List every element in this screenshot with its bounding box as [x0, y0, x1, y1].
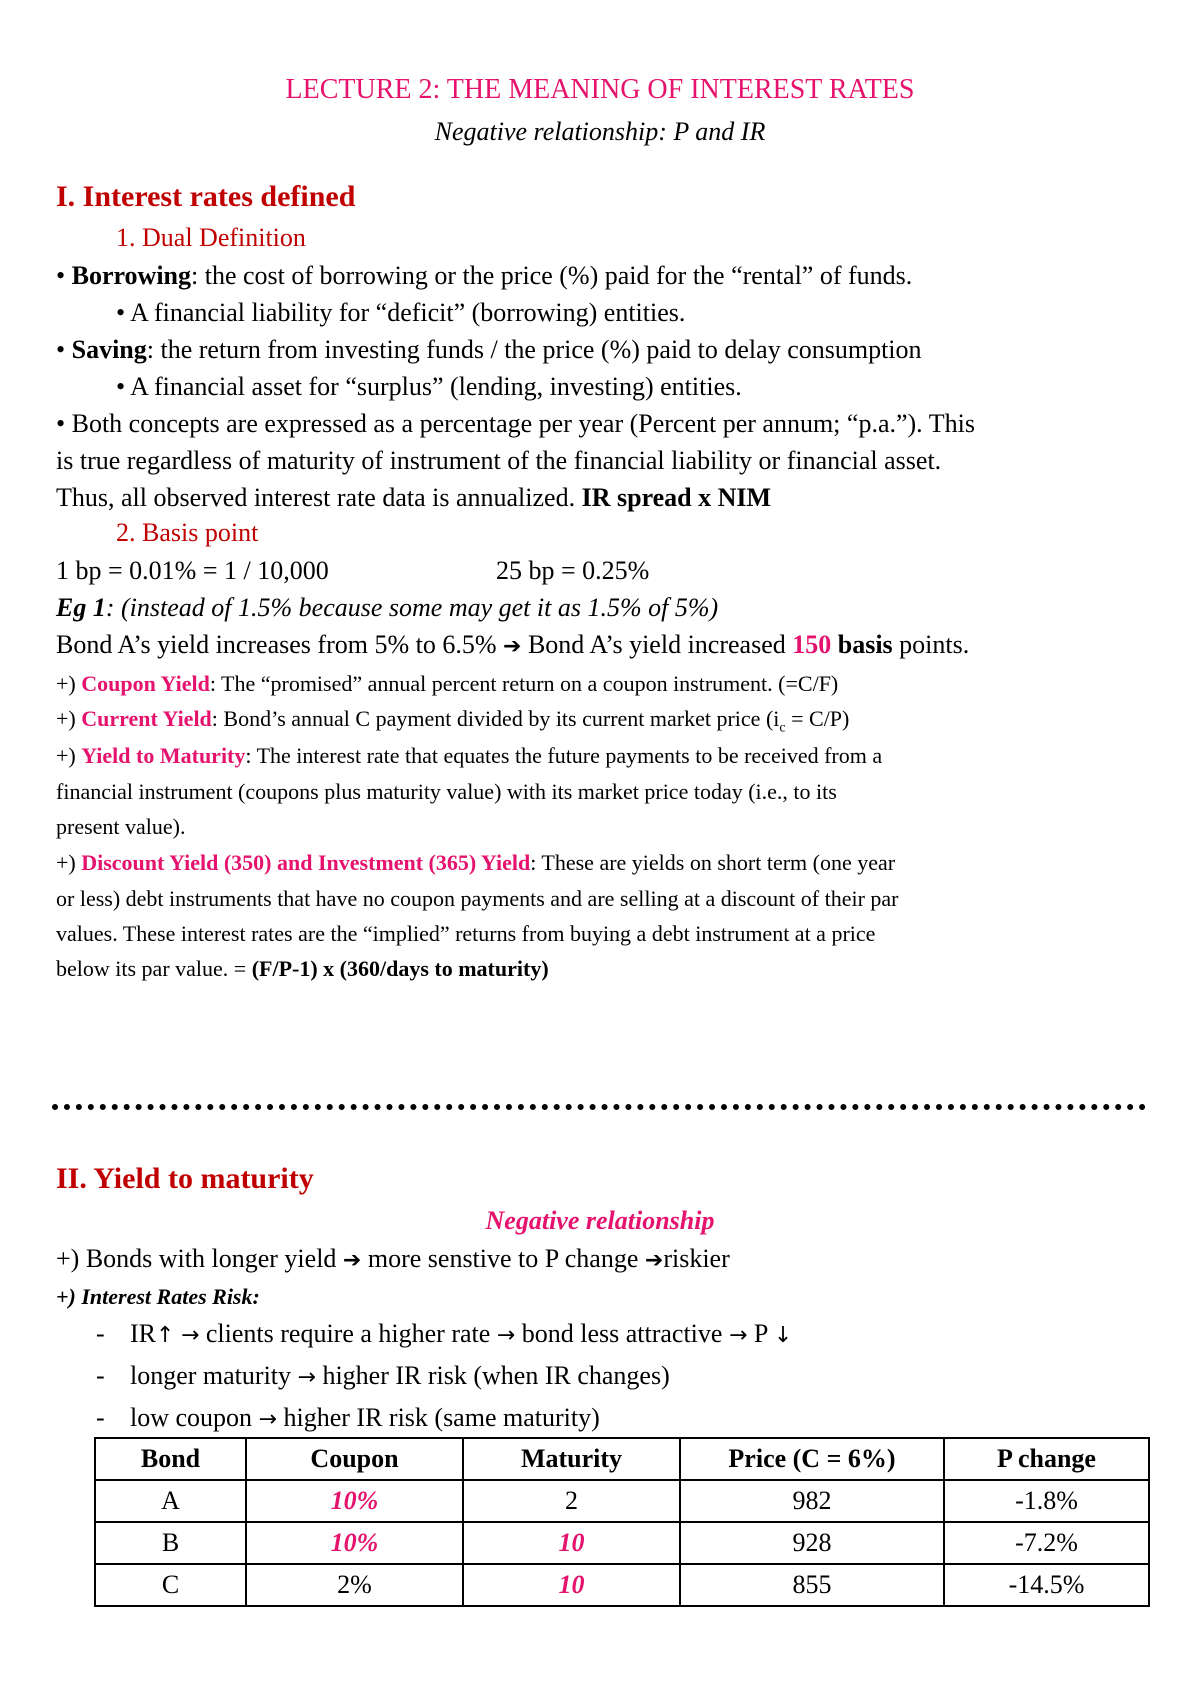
cell: 10% — [246, 1480, 463, 1522]
up-arrow-icon: ↑ — [156, 1323, 175, 1348]
cell: -14.5% — [944, 1564, 1149, 1606]
cell: 10 — [463, 1522, 680, 1564]
subheading-dual-definition: 1. Dual Definition — [116, 223, 306, 252]
current-yield-line: +) Current Yield: Bond’s annual C payment divided by its current market price $(i_c = C/P)$ — [56, 706, 850, 736]
cell: 2 — [463, 1480, 680, 1522]
section2-heading: II. Yield to maturity — [56, 1162, 314, 1195]
saving-text: : the return from investing funds / the price (%) paid to delay consumption — [146, 335, 922, 364]
section1-heading: I. Interest rates defined — [56, 180, 356, 213]
cell: 10 — [463, 1564, 680, 1606]
discount-yield-line1: +) Discount Yield (350) and Investment (365) Yield: These are yields on short term (one year — [56, 850, 896, 875]
example-line — [56, 592, 718, 624]
right-arrow-icon: ➔ — [503, 634, 522, 659]
both-concepts-line2: is true regardless of maturity of instrument of the financial liability or financial asset. — [56, 446, 942, 475]
cell: -7.2% — [944, 1522, 1149, 1564]
borrowing-text: : the cost of borrowing or the price (%) paid for the “rental” of funds. — [191, 261, 913, 290]
col-p-change: P change — [944, 1438, 1149, 1480]
ytm-line2: financial instrument (coupons plus maturity value) with its market price today (i.e., to its — [56, 779, 837, 804]
cell: 982 — [680, 1480, 944, 1522]
col-bond: Bond — [95, 1438, 246, 1480]
risk-bullet-1: IR↑ → clients require a higher rate → bond less attractive → P ↓ — [130, 1319, 793, 1348]
both-concepts-line3: Thus, all observed interest rate data is annualized. IR spread x NIM — [56, 483, 772, 512]
table-row — [95, 1480, 1149, 1522]
bond-table — [94, 1437, 1150, 1607]
cell: A — [95, 1480, 246, 1522]
coupon-yield-term: Coupon Yield — [81, 671, 210, 696]
cell: B — [95, 1522, 246, 1564]
table-row — [95, 1564, 1149, 1606]
lecture-title: LECTURE 2: THE MEANING OF INTEREST RATES — [285, 74, 915, 105]
right-arrow-icon: ➔ — [644, 1248, 664, 1273]
risk-bullet-3: low coupon → higher IR risk (same maturity) — [130, 1403, 600, 1432]
lecture-subtitle: Negative relationship: P and IR — [434, 117, 766, 146]
col-price: Price (C = 6%) — [680, 1438, 944, 1480]
bp-example: 25 bp = 0.25% — [496, 556, 650, 585]
both-concepts-line1: • Both concepts are expressed as a percentage per year (Percent per annum; “p.a.”). This — [56, 409, 975, 438]
cell: 928 — [680, 1522, 944, 1564]
bullet-dash: - — [96, 1319, 105, 1348]
bullet-dash: - — [96, 1361, 105, 1390]
discount-yield-line4: below its par value. = (F/P-1) x (360/days to maturity) — [56, 956, 549, 981]
bonds-line: +) Bonds with longer yield ➔ more senstive to P change ➔riskier — [56, 1244, 730, 1273]
col-coupon: Coupon — [246, 1438, 463, 1480]
negative-relationship-label: Negative relationship — [485, 1206, 715, 1235]
bond-a-line: Bond A’s yield increases from 5% to 6.5% ➔ Bond A’s yield increased 150 basis points. — [56, 630, 970, 659]
table-header-row — [95, 1438, 1149, 1480]
down-arrow-icon: ↓ — [773, 1323, 793, 1348]
current-yield-term: Current Yield — [81, 706, 212, 731]
discount-yield-line3: values. These interest rates are the “implied” returns from buying a debt instrument at a price — [56, 921, 876, 946]
borrowing-line: • Borrowing: the cost of borrowing or the price (%) paid for the “rental” of funds. — [56, 261, 913, 290]
discount-yield-term: Discount Yield (350) and Investment (365) Yield — [81, 850, 531, 875]
interest-rate-risk-heading: +) Interest Rates Risk: — [56, 1284, 260, 1309]
cell: 2% — [246, 1564, 463, 1606]
col-maturity: Maturity — [463, 1438, 680, 1480]
right-arrow-icon: → — [728, 1323, 748, 1348]
right-arrow-icon: → — [258, 1407, 277, 1432]
coupon-yield-line: +) Coupon Yield: The “promised” annual percent return on a coupon instrument. (=C/F) — [56, 671, 839, 696]
bullet-dash: - — [96, 1403, 105, 1432]
ir-spread-nim: IR spread x NIM — [581, 483, 772, 512]
ytm-term: Yield to Maturity — [81, 743, 246, 768]
saving-term: Saving — [71, 335, 147, 364]
section-divider — [52, 1104, 1146, 1110]
risk-bullet-2: longer maturity → higher IR risk (when IR changes) — [130, 1361, 670, 1390]
borrowing-sub: • A financial liability for “deficit” (borrowing) entities. — [116, 298, 686, 327]
saving-sub: • A financial asset for “surplus” (lending, investing) entities. — [116, 372, 742, 401]
right-arrow-icon: → — [180, 1323, 200, 1348]
right-arrow-icon: ➔ — [342, 1248, 362, 1273]
right-arrow-icon: → — [496, 1323, 516, 1348]
example-text: : (instead of 1.5% because some may get it as 1.5% of 5%) — [105, 593, 719, 622]
saving-line: • Saving: the return from investing funds / the price (%) paid to delay consumption — [56, 335, 922, 364]
discount-formula: (F/P-1) x (360/days to maturity) — [251, 956, 549, 981]
cell: 10% — [246, 1522, 463, 1564]
borrowing-term: Borrowing — [71, 261, 192, 290]
cell: 855 — [680, 1564, 944, 1606]
example-label: Eg 1 — [56, 593, 106, 622]
ytm-line3: present value). — [56, 814, 186, 839]
cell: -1.8% — [944, 1480, 1149, 1522]
ytm-line1: +) Yield to Maturity: The interest rate that equates the future payments to be received from a — [56, 743, 883, 768]
discount-yield-line2: or less) debt instruments that have no coupon payments and are selling at a discount of their par — [56, 886, 899, 911]
table-row — [95, 1522, 1149, 1564]
right-arrow-icon: → — [297, 1365, 316, 1390]
bp-definition: 1 bp = 0.01% = 1 / 10,000 — [56, 556, 329, 585]
subheading-basis-point: 2. Basis point — [116, 518, 259, 547]
bp-number: 150 — [792, 630, 832, 659]
cell: C — [95, 1564, 246, 1606]
